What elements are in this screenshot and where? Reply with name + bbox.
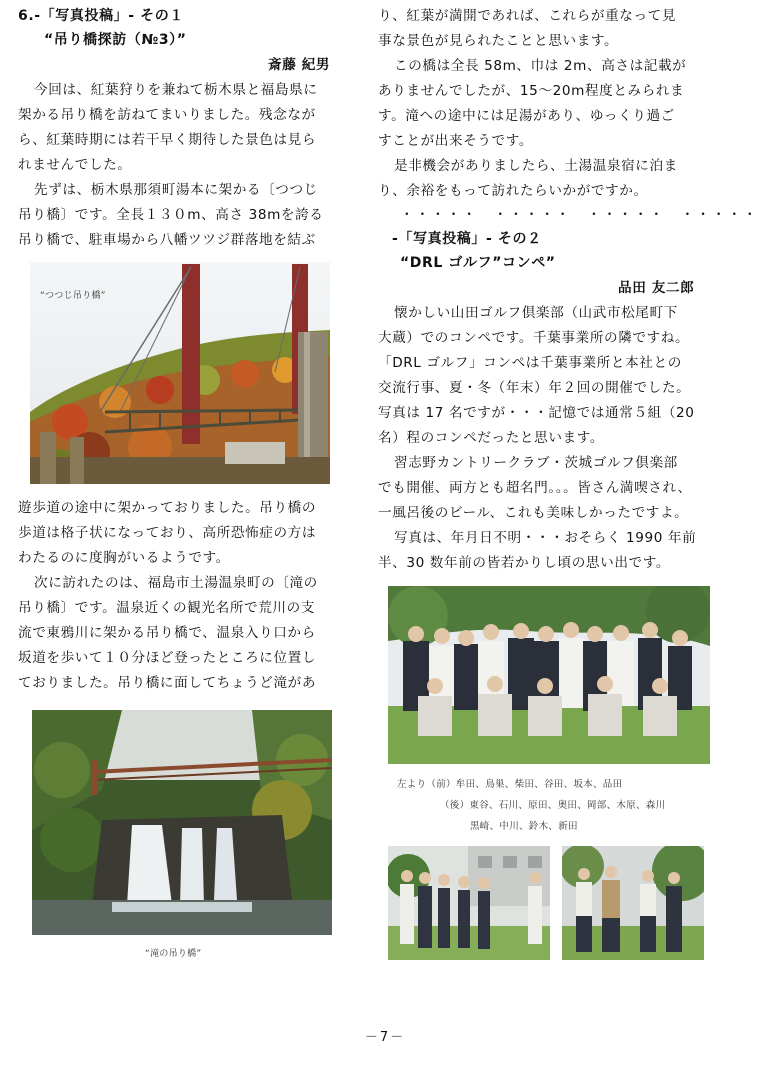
text-line: すことが出来そうです。 xyxy=(378,133,534,149)
text-line: ありませんでしたが、15～20m程度とみられま xyxy=(378,83,685,99)
photo-waterfall-bridge xyxy=(32,710,332,935)
text-line: 名）程のコンペだったと思います。 xyxy=(378,430,605,446)
group-caption-back-2: 黒崎、中川、鈴木、新田 xyxy=(470,821,578,832)
text-line: 「DRL ゴルフ」コンペは千葉事業所と本社との xyxy=(378,355,682,371)
text-line: ておりました。吊り橋に面してちょうど滝があ xyxy=(18,675,317,691)
text-line: 吊り橋で、駐車場から八幡ツツジ群落地を結ぶ xyxy=(18,232,316,248)
photo-caption-waterfall: “滝の吊り橋” xyxy=(145,949,202,959)
photo-golf-group xyxy=(388,586,710,764)
text-line: ら、紅葉時期には若干早く期待した景色は見ら xyxy=(18,132,317,148)
text-line: 次に訪れたのは、福島市土湯温泉町の〔滝の xyxy=(34,575,318,591)
text-line: 吊り橋〕です。全長１３０m、高さ 38mを誇る xyxy=(18,207,324,223)
text-line: でも開催、両方とも超名門。。。皆さん満喫され、 xyxy=(378,480,692,496)
text-line: 写真は 17 名ですが・・・記憶では通常５組（20 xyxy=(378,405,695,421)
text-line: 遊歩道の途中に架かっておりました。吊り橋の xyxy=(18,500,317,516)
text-line: 架かる吊り橋を訪ねてまいりました。残念なが xyxy=(18,107,316,123)
text-line: この橋は全長 58m、巾は 2m、高さは記載が xyxy=(394,58,687,74)
text-line: 懐かしい山田ゴルフ倶楽部（山武市松尾町下 xyxy=(394,305,678,321)
photo-golfers-1 xyxy=(388,846,550,960)
page-number: －7－ xyxy=(364,1030,406,1045)
text-line: れませんでした。 xyxy=(18,157,132,173)
text-line: 吊り橋〕です。温泉近くの観光名所で荒川の支 xyxy=(18,600,315,616)
text-line: 習志野カントリークラブ・茨城ゴルフ倶楽部 xyxy=(394,455,678,471)
text-line: す。滝への途中には足湯があり、ゆっくり過ご xyxy=(378,108,675,124)
photo-caption-tsutsuji: “つつじ吊り橋” xyxy=(40,291,106,301)
text-line: 交流行事、夏・冬（年末）年２回の開催でした。 xyxy=(378,380,691,396)
group-caption-front: 左より（前）牟田、鳥巣、柴田、谷田、坂本、品田 xyxy=(397,779,623,790)
text-line: 歩道は格子状になっており、高所恐怖症の方は xyxy=(18,525,317,541)
text-line: わたるのに度胸がいるようです。 xyxy=(18,550,230,566)
section-separator: ・・・・・ ・・・・・ ・・・・・ ・・・・・ xyxy=(400,207,759,223)
text-line: 事な景色が見られたことと思います。 xyxy=(378,33,619,49)
text-line: 今回は、紅葉狩りを兼ねて栃木県と福島県に xyxy=(34,82,318,98)
section-heading-1: 6.-「写真投稿」- その１ xyxy=(18,8,184,24)
text-line: 一風呂後のビール、これも美味しかったですよ。 xyxy=(378,505,689,521)
text-line: 流で東鴉川に架かる吊り橋で、温泉入り口から xyxy=(18,625,316,641)
group-caption-back: （後）東谷、石川、原田、奥田、岡部、木原、森川 xyxy=(440,800,666,811)
text-line: 写真は、年月日不明・・・おそらく 1990 年前 xyxy=(394,530,697,546)
text-line: 坂道を歩いて１０分ほど登ったところに位置し xyxy=(18,650,317,666)
author-1: 斎藤 紀男 xyxy=(268,57,331,73)
article-subtitle-1: “吊り橋探訪（№3）” xyxy=(44,32,187,48)
section-heading-2: -「写真投稿」- その２ xyxy=(392,231,542,247)
text-line: 半、30 数年前の皆若かりし頃の思い出です。 xyxy=(378,555,671,571)
text-line: 是非機会がありましたら、土湯温泉宿に泊ま xyxy=(394,158,678,174)
text-line: 大蔵）でのコンペです。千葉事業所の隣ですね。 xyxy=(378,330,690,346)
article-subtitle-2: “DRL ゴルフ”コンペ” xyxy=(400,255,556,271)
author-2: 品田 友二郎 xyxy=(618,280,695,296)
text-line: り、余裕をもって訪れたらいかがですか。 xyxy=(378,183,648,199)
text-line: り、紅葉が満開であれば、これらが重なって見 xyxy=(378,8,677,24)
photo-golfers-2 xyxy=(562,846,704,960)
text-line: 先ずは、栃木県那須町湯本に架かる〔つつじ xyxy=(34,182,318,198)
